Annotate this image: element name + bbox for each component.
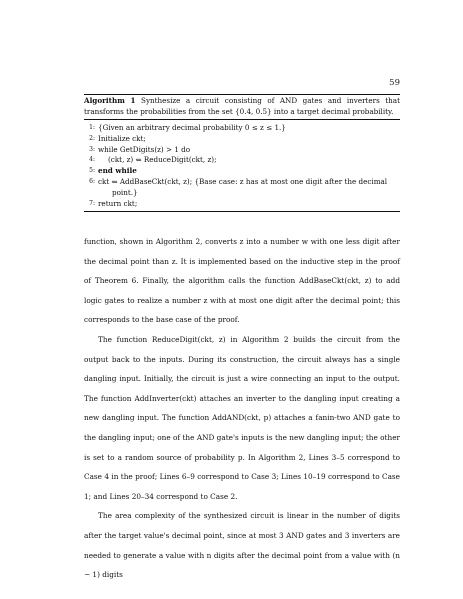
algorithm-line bbox=[84, 166, 400, 177]
line-text: while GetDigits(z) > 1 do bbox=[98, 144, 191, 154]
line-number: 6: bbox=[89, 177, 95, 185]
algorithm-line bbox=[84, 199, 400, 210]
line-number: 4: bbox=[89, 156, 95, 164]
line-number: 1: bbox=[89, 124, 95, 131]
algorithm-line bbox=[84, 155, 400, 166]
algorithm-caption-text: Synthesize a circuit consisting of AND gates and inverters that transforms the probabilities from the set {0.4, 0.5} into a target decimal probability. bbox=[84, 96, 400, 116]
line-number: 7: bbox=[89, 199, 95, 207]
algorithm-line bbox=[84, 123, 400, 134]
algorithm-caption bbox=[84, 95, 400, 119]
body-text bbox=[84, 232, 400, 585]
line-number: 2: bbox=[89, 134, 95, 142]
page-number: 59 bbox=[389, 78, 400, 88]
line-number: 3: bbox=[89, 145, 95, 153]
line-text: Initialize ckt; bbox=[98, 133, 146, 143]
algorithm-line bbox=[84, 177, 400, 188]
paragraph: function, shown in Algorithm 2, converts z into a number w with one less digit after the decimal point than z. It is implemented based on the inductive step in the proof of Theorem 6. Finally, the algorithm calls the function AddBaseCkt(ckt, z) to add logic gates to realize a number z with at most one digit after the decimal point; this corresponds to the base case of the proof. bbox=[84, 237, 400, 325]
line-text: point.} bbox=[112, 187, 138, 197]
paragraph: The area complexity of the synthesized circuit is linear in the number of digits after the target value's decimal point, since at most 3 AND gates and 3 inverters are needed to generate a value with n digits after the decimal point from a value with (n − 1) digits bbox=[84, 511, 400, 580]
paragraph: The function ReduceDigit(ckt, z) in Algorithm 2 builds the circuit from the output back to the inputs. During its construction, the circuit always has a single dangling input. Initially, the circuit is just a wire connecting an input to the output. The function AddInverter(ckt) attaches an inverter to the dangling input creating a new dangling input. The function AddAND(ckt, p) attaches a fanin-two AND gate to the dangling input; one of the AND gate's inputs is the new dangling input; the other is set to a random source of probability p. In Algorithm 2, Lines 3–5 correspond to Case 4 in the proof; Lines 6–9 correspond to Case 3; Lines 10–19 correspond to Case 1; and Lines 20–34 correspond to Case 2. bbox=[84, 334, 400, 501]
algorithm-line bbox=[84, 145, 400, 156]
algorithm-box bbox=[84, 94, 400, 212]
line-text: ckt ⇐ AddBaseCkt(ckt, z); {Base case: z has at most one digit after the decimal bbox=[98, 176, 388, 186]
algorithm-label: Algorithm 1 bbox=[84, 96, 136, 105]
line-text: end while bbox=[98, 166, 137, 176]
line-text: return ckt; bbox=[98, 198, 138, 208]
algorithm-line bbox=[84, 134, 400, 145]
line-text: (ckt, z) ⇐ ReduceDigit(ckt, z); bbox=[108, 155, 217, 165]
algorithm-line bbox=[84, 188, 400, 199]
line-number: 5: bbox=[89, 167, 95, 175]
algorithm-lines bbox=[84, 120, 400, 211]
line-text: {Given an arbitrary decimal probability 0 ≤ z ≤ 1.} bbox=[98, 123, 286, 132]
algorithm-bottom-rule bbox=[84, 211, 400, 212]
